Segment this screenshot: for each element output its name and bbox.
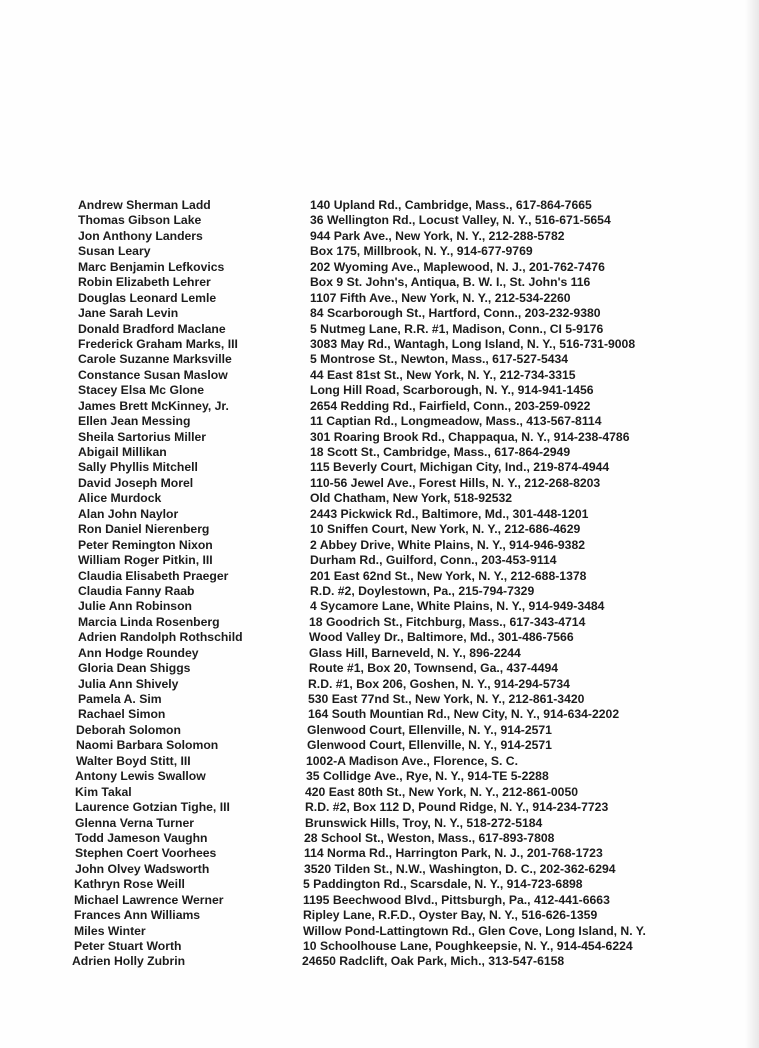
address-roster	[70, 198, 700, 970]
list-item	[70, 692, 700, 707]
person-name: Claudia Elisabeth Praeger	[78, 568, 229, 583]
person-name: Marcia Linda Rosenberg	[78, 614, 220, 629]
person-address: 4 Sycamore Lane, White Plains, N. Y., 914-949-3484	[310, 599, 605, 614]
person-name: Donald Bradford Maclane	[78, 321, 226, 336]
person-address: Glenwood Court, Ellenville, N. Y., 914-2571	[307, 722, 552, 737]
person-address: Route #1, Box 20, Townsend, Ga., 437-4494	[309, 661, 559, 676]
person-address: 11 Captian Rd., Longmeadow, Mass., 413-567-8114	[310, 414, 602, 429]
person-name: Ellen Jean Messing	[78, 414, 191, 429]
person-name: Peter Remington Nixon	[78, 537, 213, 552]
person-address: Glenwood Court, Ellenville, N. Y., 914-2571	[307, 738, 552, 753]
person-address: Ripley Lane, R.F.D., Oyster Bay, N. Y., 516-626-1359	[303, 908, 598, 923]
list-item	[70, 893, 700, 908]
list-item	[70, 707, 700, 722]
list-item	[70, 661, 700, 676]
person-address: 3520 Tilden St., N.W., Washington, D. C., 202-362-6294	[304, 861, 616, 876]
person-name: William Roger Pitkin, III	[78, 553, 213, 568]
person-address: 301 Roaring Brook Rd., Chappaqua, N. Y., 914-238-4786	[310, 429, 630, 444]
person-name: Peter Stuart Worth	[74, 939, 182, 953]
list-item	[70, 677, 700, 692]
person-name: Michael Lawrence Werner	[74, 892, 224, 907]
person-address: 24650 Radclift, Oak Park, Mich., 313-547-6158	[302, 954, 565, 969]
list-item	[70, 460, 700, 475]
person-name: Stacey Elsa Mc Glone	[78, 383, 204, 398]
person-name: Frances Ann Williams	[74, 908, 201, 923]
list-item	[70, 862, 700, 877]
list-item	[70, 877, 700, 892]
person-name: Todd Jameson Vaughn	[75, 830, 208, 845]
person-name: Stephen Coert Voorhees	[75, 846, 217, 861]
person-address: 18 Scott St., Cambridge, Mass., 617-864-2949	[310, 445, 571, 459]
list-item	[70, 352, 700, 367]
person-address: 1107 Fifth Ave., New York, N. Y., 212-534-2260	[310, 290, 571, 305]
list-item	[70, 646, 700, 661]
person-address: 84 Scarborough St., Hartford, Conn., 203-232-9380	[310, 306, 601, 321]
person-name: Pamela A. Sim	[78, 692, 162, 706]
list-item	[70, 569, 700, 584]
list-item	[70, 476, 700, 491]
person-address: Box 9 St. John's, Antiqua, B. W. I., St. John's 116	[310, 275, 591, 290]
person-address: Old Chatham, New York, 518-92532	[310, 491, 513, 506]
person-address: 202 Wyoming Ave., Maplewood, N. J., 201-762-7476	[310, 259, 605, 274]
list-item	[70, 553, 700, 568]
person-name: Naomi Barbara Solomon	[76, 738, 219, 753]
person-name: Susan Leary	[78, 244, 151, 259]
list-item	[70, 491, 700, 506]
person-name: Adrien Randolph Rothschild	[78, 630, 243, 645]
list-item	[70, 846, 700, 861]
person-address: Long Hill Road, Scarborough, N. Y., 914-941-1456	[310, 383, 594, 398]
list-item	[70, 430, 700, 445]
person-address: 1195 Beechwood Blvd., Pittsburgh, Pa., 412-441-6663	[303, 892, 610, 907]
person-address: 420 East 80th St., New York, N. Y., 212-861-0050	[305, 784, 579, 799]
list-item	[70, 213, 700, 228]
person-address: 28 School St., Weston, Mass., 617-893-7808	[304, 830, 555, 845]
list-item	[70, 800, 700, 815]
person-name: Julie Ann Robinson	[78, 599, 192, 614]
list-item	[70, 908, 700, 923]
list-item	[70, 260, 700, 275]
list-item	[70, 816, 700, 831]
list-item	[70, 414, 700, 429]
person-address: 164 South Mountian Rd., New City, N. Y., 914-634-2202	[308, 707, 620, 722]
person-address: 5 Paddington Rd., Scarsdale, N. Y., 914-723-6898	[303, 877, 583, 892]
person-name: Miles Winter	[74, 923, 146, 938]
person-name: James Brett McKinney, Jr.	[78, 398, 229, 413]
person-address: 18 Goodrich St., Fitchburg, Mass., 617-343-4714	[309, 614, 586, 629]
person-address: 140 Upland Rd., Cambridge, Mass., 617-864-7665	[310, 198, 592, 212]
person-address: 44 East 81st St., New York, N. Y., 212-734-3315	[310, 367, 576, 382]
person-address: 114 Norma Rd., Harrington Park, N. J., 201-768-1723	[304, 846, 603, 861]
list-item	[70, 368, 700, 383]
person-address: Brunswick Hills, Troy, N. Y., 518-272-5184	[305, 815, 543, 830]
list-item	[70, 738, 700, 753]
person-address: 10 Sniffen Court, New York, N. Y., 212-686-4629	[310, 522, 581, 537]
person-address: Wood Valley Dr., Baltimore, Md., 301-486-7566	[309, 630, 574, 645]
person-name: Alan John Naylor	[78, 506, 179, 521]
person-name: Antony Lewis Swallow	[75, 769, 206, 784]
list-item	[70, 769, 700, 784]
list-item	[70, 630, 700, 645]
list-item	[70, 275, 700, 290]
person-address: 530 East 77nd St., New York, N. Y., 212-861-3420	[308, 692, 585, 706]
person-name: Frederick Graham Marks, III	[78, 336, 238, 351]
list-item	[70, 507, 700, 522]
person-name: Julia Ann Shively	[78, 676, 179, 691]
person-name: Constance Susan Maslow	[78, 367, 228, 382]
person-address: Willow Pond-Lattingtown Rd., Glen Cove, Long Island, N. Y.	[303, 923, 646, 938]
person-address: 5 Montrose St., Newton, Mass., 617-527-5434	[310, 352, 569, 367]
person-name: Ann Hodge Roundey	[78, 645, 199, 660]
list-item	[70, 445, 700, 460]
person-address: 5 Nutmeg Lane, R.R. #1, Madison, Conn., CI 5-9176	[310, 321, 604, 336]
list-item	[70, 322, 700, 337]
list-item	[70, 831, 700, 846]
list-item	[70, 306, 700, 321]
person-address: 3083 May Rd., Wantagh, Long Island, N. Y., 516-731-9008	[310, 336, 636, 351]
person-name: Carole Suzanne Marksville	[78, 352, 232, 367]
list-item	[70, 244, 700, 259]
list-item	[70, 198, 700, 213]
person-name: Kathryn Rose Weill	[74, 877, 185, 892]
person-address: 1002-A Madison Ave., Florence, S. C.	[306, 753, 518, 768]
person-name: Douglas Leonard Lemle	[78, 290, 217, 305]
person-address: R.D. #2, Box 112 D, Pound Ridge, N. Y., 914-234-7723	[305, 800, 609, 815]
person-name: Kim Takal	[75, 784, 132, 799]
person-address: R.D. #2, Doylestown, Pa., 215-794-7329	[310, 583, 535, 598]
list-item	[70, 599, 700, 614]
list-item	[70, 754, 700, 769]
list-item	[70, 291, 700, 306]
person-name: Alice Murdock	[78, 491, 162, 506]
person-address: 115 Beverly Court, Michigan City, Ind., 219-874-4944	[310, 460, 610, 475]
person-address: 201 East 62nd St., New York, N. Y., 212-688-1378	[310, 568, 587, 583]
person-name: Sally Phyllis Mitchell	[78, 460, 198, 475]
person-name: Thomas Gibson Lake	[78, 213, 202, 228]
person-address: 110-56 Jewel Ave., Forest Hills, N. Y., 212-268-8203	[310, 475, 601, 490]
person-address: Glass Hill, Barneveld, N. Y., 896-2244	[309, 645, 521, 660]
list-item	[70, 954, 700, 969]
person-name: David Joseph Morel	[78, 475, 194, 490]
list-item	[70, 383, 700, 398]
person-name: Gloria Dean Shiggs	[78, 661, 191, 676]
person-name: Ron Daniel Nierenberg	[78, 522, 210, 537]
list-item	[70, 538, 700, 553]
person-name: Andrew Sherman Ladd	[78, 198, 211, 212]
page-edge-shadow	[745, 0, 759, 1048]
person-address: 944 Park Ave., New York, N. Y., 212-288-5782	[310, 228, 565, 243]
list-item	[70, 924, 700, 939]
list-item	[70, 939, 700, 954]
list-item	[70, 399, 700, 414]
person-address: Durham Rd., Guilford, Conn., 203-453-9114	[310, 553, 557, 568]
person-name: Robin Elizabeth Lehrer	[78, 275, 211, 290]
person-name: Adrien Holly Zubrin	[72, 954, 186, 969]
person-address: 2 Abbey Drive, White Plains, N. Y., 914-946-9382	[310, 537, 586, 552]
list-item	[70, 337, 700, 352]
list-item	[70, 785, 700, 800]
person-name: Marc Benjamin Lefkovics	[78, 259, 225, 274]
list-item	[70, 723, 700, 738]
person-name: Walter Boyd Stitt, III	[76, 753, 191, 768]
person-name: Rachael Simon	[78, 707, 166, 722]
person-name: Deborah Solomon	[76, 722, 181, 737]
list-item	[70, 229, 700, 244]
list-item	[70, 615, 700, 630]
person-name: Abigail Millikan	[78, 445, 167, 459]
person-address: 36 Wellington Rd., Locust Valley, N. Y., 516-671-5654	[310, 213, 611, 228]
person-address: R.D. #1, Box 206, Goshen, N. Y., 914-294-5734	[308, 676, 570, 691]
person-address: 10 Schoolhouse Lane, Poughkeepsie, N. Y., 914-454-6224	[303, 939, 633, 953]
person-name: John Olvey Wadsworth	[75, 861, 210, 876]
list-item	[70, 522, 700, 537]
person-address: 2654 Redding Rd., Fairfield, Conn., 203-259-0922	[310, 398, 591, 413]
list-item	[70, 584, 700, 599]
person-name: Glenna Verna Turner	[75, 815, 194, 830]
person-address: 2443 Pickwick Rd., Baltimore, Md., 301-448-1201	[310, 506, 589, 521]
person-name: Jon Anthony Landers	[78, 228, 203, 243]
person-name: Laurence Gotzian Tighe, III	[75, 800, 230, 815]
person-address: 35 Collidge Ave., Rye, N. Y., 914-TE 5-2288	[306, 769, 549, 784]
person-name: Sheila Sartorius Miller	[78, 429, 207, 444]
person-name: Claudia Fanny Raab	[78, 583, 195, 598]
person-address: Box 175, Millbrook, N. Y., 914-677-9769	[310, 244, 533, 259]
person-name: Jane Sarah Levin	[78, 306, 179, 321]
